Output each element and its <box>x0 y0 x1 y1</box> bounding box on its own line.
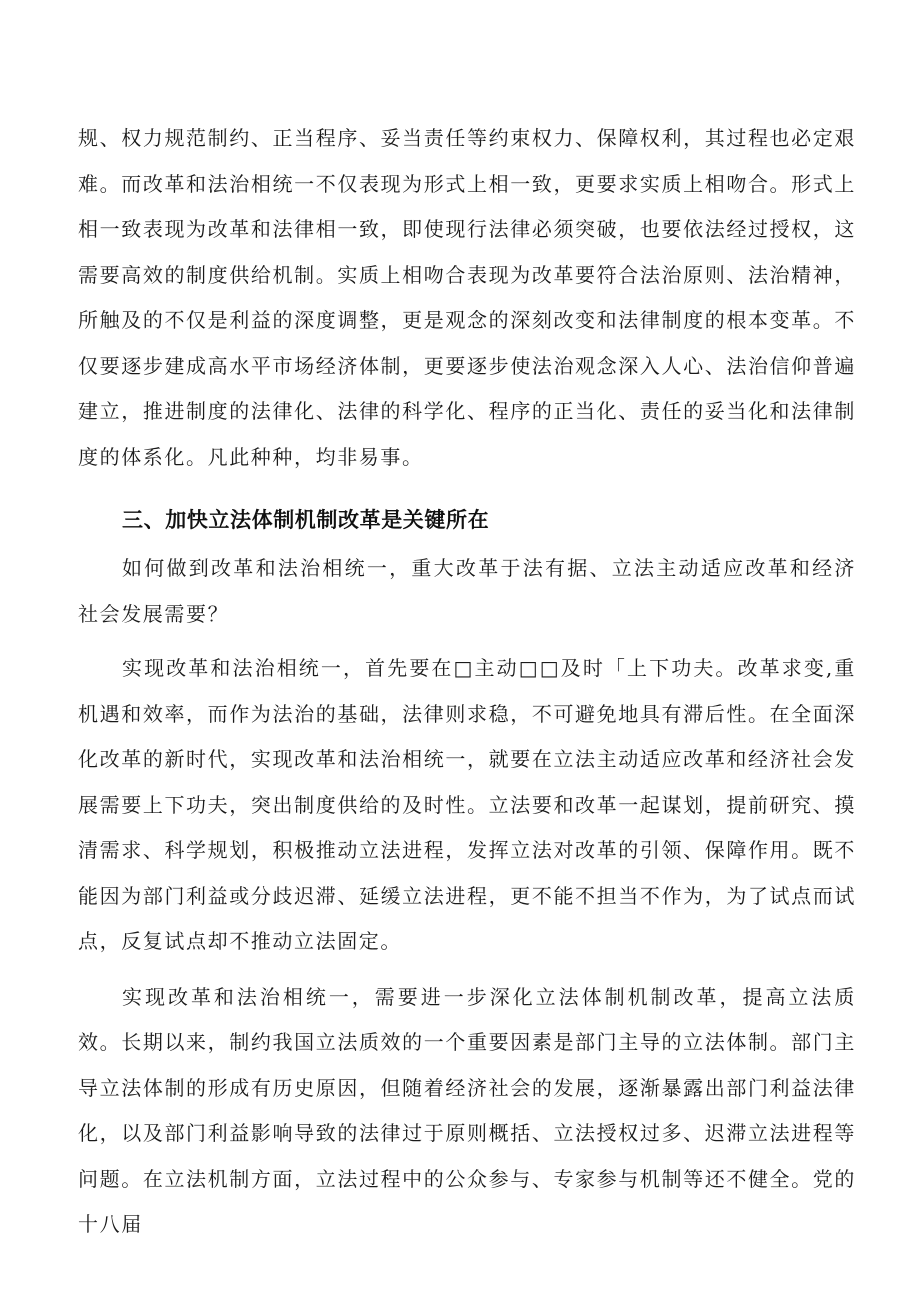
section-heading: 三、加快立法体制机制改革是关键所在 <box>122 508 490 532</box>
body-paragraph-1: 规、权力规范制约、正当程序、妥当责任等约束权力、保障权利，其过程也必定艰难。而改革和法治相统一不仅表现为形式上相一致，更要求实质上相吻合。形式上相一致表现为改革和法律相一致，即使现行法律必须突破，也要依法经过授权，这需要高效的制度供给机制。实质上相吻合表现为改革要符合法治原则、法治精神，所触及的不仅是利益的深度调整，更是观念的深刻改变和法律制度的根本变革。不仅要逐步建成高水平市场经济体制，更要逐步使法治观念深入人心、法治信仰普遍建立，推进制度的法律化、法律的科学化、程序的正当化、责任的妥当化和法律制度的体系化。凡此种种，均非易事。 <box>78 126 856 469</box>
body-paragraph-4: 实现改革和法治相统一，需要进一步深化立法体制机制改革，提高立法质效。长期以来，制约我国立法质效的一个重要因素是部门主导的立法体制。部门主导立法体制的形成有历史原因，但随着经济社会的发展，逐渐暴露出部门利益法律化，以及部门利益影响导致的法律过于原则概括、立法授权过多、迟滞立法进程等问题。在立法机制方面，立法过程中的公众参与、专家参与机制等还不健全。党的十八届 <box>78 984 856 1236</box>
body-paragraph-3: 实现改革和法治相统一，首先要在□主动□□及时「上下功夫。改革求变,重机遇和效率，而作为法治的基础，法律则求稳，不可避免地具有滞后性。在全面深化改革的新时代，实现改革和法治相统一，就要在立法主动适应改革和经济社会发展需要上下功夫，突出制度供给的及时性。立法要和改革一起谋划，提前研究、摸清需求、科学规划，积极推动立法进程，发挥立法对改革的引领、保障作用。既不能因为部门利益或分歧迟滞、延缓立法进程，更不能不担当不作为，为了试点而试点，反复试点却不推动立法固定。 <box>78 656 856 953</box>
body-paragraph-2: 如何做到改革和法治相统一，重大改革于法有据、立法主动适应改革和经济社会发展需要？ <box>78 556 856 626</box>
document-page <box>78 116 856 1248</box>
